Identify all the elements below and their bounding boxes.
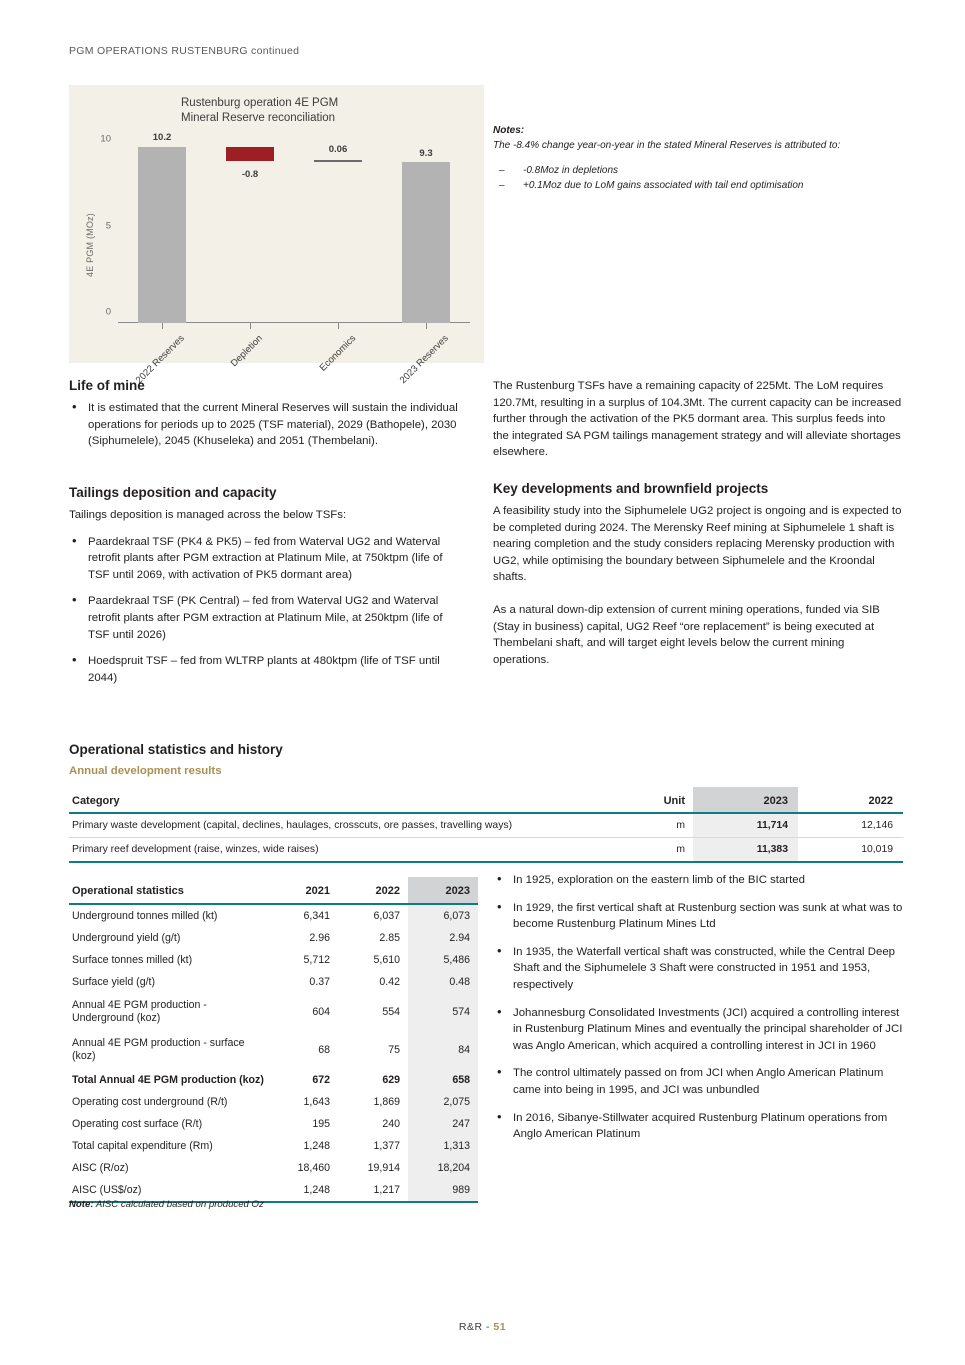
table-row <box>69 993 478 1031</box>
bar-label-depletion: -0.8 <box>241 169 259 180</box>
cell-2023: 6,073 <box>408 904 478 927</box>
notes-list-item: – -0.8Moz in depletions <box>493 163 903 178</box>
chart-plot-area <box>100 132 470 386</box>
cell-unit: m <box>633 813 693 838</box>
list-item: • In 1929, the first vertical shaft at Rustenburg section was sunk at what was to become Rustenburg Platinum Mines Ltd <box>493 900 905 933</box>
cell-2021: 5,712 <box>303 953 330 966</box>
bar-label-2022-reserves: 10.2 <box>152 132 172 143</box>
column-header-2022: 2022 <box>798 787 903 813</box>
table-row <box>69 949 478 971</box>
notes-list-item: – +0.1Moz due to LoM gains associated with tail end optimisation <box>493 178 903 193</box>
cell-category: Primary reef development (raise, winzes, wide raises) <box>69 838 633 863</box>
table-note <box>69 1199 264 1210</box>
list-item: • Johannesburg Consolidated Investments (JCI) acquired a controlling interest in Rustenburg Platinum Mines and eventually the principal shareholder of JCI was Anglo American, which acquired a controlling interest in JCI in 1960 <box>493 1005 905 1055</box>
operational-statistics-heading: Operational statistics and history <box>69 742 283 757</box>
cell-2022: 19,914 <box>367 1161 400 1174</box>
operational-statistics-table <box>69 877 478 1203</box>
page-footer <box>0 1321 965 1333</box>
bar-economics <box>314 160 362 162</box>
table-note-label: Note: <box>69 1199 94 1210</box>
table-row <box>69 838 903 863</box>
notes-heading: Notes: <box>493 125 525 136</box>
cell-2022: 12,146 <box>798 813 903 838</box>
cell-2022: 554 <box>382 1005 400 1018</box>
cell-2022: 1,217 <box>338 1179 408 1202</box>
cell-label: Surface yield (g/t) <box>72 975 156 988</box>
table-row <box>69 1069 478 1091</box>
list-item: • The control ultimately passed on from JCI when Anglo American Platinum came into being in 1995, and JCI was unbundled <box>493 1065 905 1098</box>
x-category-depletion: Depletion <box>228 333 265 370</box>
bar-label-economics: 0.06 <box>328 144 348 155</box>
table-row <box>69 1157 478 1179</box>
cell-2022: 629 <box>382 1073 400 1086</box>
cell-2021: 1,248 <box>268 1179 338 1202</box>
cell-2023: 574 <box>408 993 478 1031</box>
cell-2021: 672 <box>312 1073 330 1086</box>
cell-unit: m <box>633 838 693 863</box>
notes-intro: The -8.4% change year-on-year in the stated Mineral Reserves is attributed to: <box>493 140 841 151</box>
bar-depletion <box>226 147 274 161</box>
annual-development-results-heading: Annual development results <box>69 765 222 777</box>
tailings-heading: Tailings deposition and capacity <box>69 485 277 500</box>
cell-label: AISC (R/oz) <box>72 1161 129 1174</box>
table-row <box>69 1113 478 1135</box>
cell-2021: 0.37 <box>309 975 330 988</box>
cell-2021: 6,341 <box>303 909 330 922</box>
list-item: • In 1935, the Waterfall vertical shaft was constructed, while the Central Deep Shaft and the Siphumelele 3 Shaft were constructed in 1951 and 1953, respectively <box>493 944 905 994</box>
cell-label: Operating cost surface (R/t) <box>72 1117 203 1130</box>
chart-title <box>181 96 461 126</box>
table-row <box>69 1135 478 1157</box>
x-category-2022-reserves: 2022 Reserves <box>133 333 187 386</box>
cell-2023: 11,383 <box>693 838 798 863</box>
column-header-2022: 2022 <box>338 877 408 904</box>
cell-2021: 2.96 <box>309 931 330 944</box>
list-item: • In 1925, exploration on the eastern limb of the BIC started <box>493 872 905 889</box>
column-header-category: Category <box>69 787 633 813</box>
cell-2023: 5,486 <box>408 949 478 971</box>
running-header-text: PGM OPERATIONS RUSTENBURG continued <box>69 45 300 57</box>
table-row <box>69 904 478 927</box>
column-header-2021: 2021 <box>268 877 338 904</box>
cell-2021: 1,248 <box>303 1139 330 1152</box>
cell-2021: 18,460 <box>297 1161 330 1174</box>
footer-label: R&R - <box>458 1321 494 1333</box>
y-tick-10: 10 <box>100 133 111 145</box>
cell-label: AISC (US$/oz) <box>69 1179 268 1202</box>
chart-notes <box>493 124 903 193</box>
bar-label-2023-reserves: 9.3 <box>419 148 433 159</box>
cell-2021: 195 <box>312 1117 330 1130</box>
x-tickmark-3 <box>338 323 339 329</box>
chart-title-line2: Mineral Reserve reconciliation <box>181 112 336 124</box>
column-header-2023: 2023 <box>408 877 478 904</box>
bar-2023-reserves <box>402 162 450 323</box>
cell-2023: 2.94 <box>408 927 478 949</box>
cell-2021: 68 <box>318 1043 330 1056</box>
table-row <box>69 1091 478 1113</box>
cell-2022: 1,869 <box>373 1095 400 1108</box>
life-of-mine-section <box>69 378 459 460</box>
cell-2023: 84 <box>408 1031 478 1069</box>
life-of-mine-heading: Life of mine <box>69 378 145 393</box>
key-developments-paragraph-2: As a natural down-dip extension of current mining operations, funded via SIB (Stay in business) capital, UG2 Reef “ore replacement” is being executed at Thembelani shaft, and will target eight levels below the current mining operations. <box>493 603 880 666</box>
cell-2022: 0.42 <box>379 975 400 988</box>
list-item: • Paardekraal TSF (PK Central) – fed from Waterval UG2 and Waterval retrofit plants after PGM extraction at Platinum Mile, at 250ktpm (life of TSF until 2026) <box>69 593 459 643</box>
cell-label: Annual 4E PGM production - Underground (koz) <box>72 999 207 1024</box>
cell-2022: 75 <box>388 1043 400 1056</box>
tailings-section <box>69 485 459 696</box>
cell-2023: 18,204 <box>408 1157 478 1179</box>
tailings-intro: Tailings deposition is managed across the below TSFs: <box>69 509 347 521</box>
key-developments-heading: Key developments and brownfield projects <box>493 481 769 496</box>
cell-2023: 2,075 <box>408 1091 478 1113</box>
table-header-row <box>69 787 903 813</box>
table-row <box>69 971 478 993</box>
cell-label: Underground tonnes milled (kt) <box>72 909 218 922</box>
cell-2022: 6,037 <box>373 909 400 922</box>
cell-label: Underground yield (g/t) <box>72 931 181 944</box>
x-tickmark-1 <box>162 323 163 329</box>
table-note-text: AISC calculated based on produced Oz <box>93 1199 264 1210</box>
cell-category: Primary waste development (capital, declines, haulages, crosscuts, ore passes, travelling ways) <box>69 813 633 838</box>
list-item: • Paardekraal TSF (PK4 & PK5) – fed from Waterval UG2 and Waterval retrofit plants after PGM extraction at Platinum Mile, at 750ktpm (life of TSF until 2069, with activation of PK5 dormant area) <box>69 534 459 584</box>
key-developments-paragraph-1: A feasibility study into the Siphumelele UG2 project is ongoing and is expected to be completed during 2024. The Merensky Reef mining at Siphumelele 1 shaft is nearing completion and the study considers replacing Merensky production with UG2, while optimising the boundary between Siphumelele and the Kroondal shafts. <box>493 505 902 584</box>
x-category-economics: Economics <box>317 333 359 374</box>
tailings-bullets <box>69 534 459 687</box>
list-item: • It is estimated that the current Mineral Reserves will sustain the individual operations for periods up to 2025 (TSF material), 2029 (Bathopele), 2030 (Siphumelele), 2045 (Khuseleka) and 2051 (Thembelani). <box>69 400 459 450</box>
column-header-unit: Unit <box>633 787 693 813</box>
chart-y-axis-label: 4E PGM (MOz) <box>85 213 95 277</box>
table-row <box>69 813 903 838</box>
notes-list <box>493 163 903 193</box>
table-row <box>69 927 478 949</box>
cell-2022: 240 <box>382 1117 400 1130</box>
list-item: • Hoedspruit TSF – fed from WLTRP plants at 480ktpm (life of TSF until 2044) <box>69 653 459 686</box>
running-header <box>69 45 299 57</box>
cell-2022: 2.85 <box>379 931 400 944</box>
cell-2022: 5,610 <box>373 953 400 966</box>
history-bullets-section <box>493 872 905 1154</box>
annual-development-results-table <box>69 787 903 863</box>
cell-2023: 1,313 <box>408 1135 478 1157</box>
y-tick-5: 5 <box>105 220 111 232</box>
list-item: • In 2016, Sibanye-Stillwater acquired Rustenburg Platinum operations from Anglo American Platinum <box>493 1110 905 1143</box>
x-category-2023-reserves: 2023 Reserves <box>397 333 451 386</box>
cell-2022: 1,377 <box>373 1139 400 1152</box>
x-tickmark-2 <box>250 323 251 329</box>
bar-2022-reserves <box>138 147 186 323</box>
cell-2023: 658 <box>408 1069 478 1091</box>
cell-label: Surface tonnes milled (kt) <box>72 953 193 966</box>
cell-label: Total Annual 4E PGM production (koz) <box>72 1073 264 1086</box>
history-bullets-list <box>493 872 905 1143</box>
tsf-capacity-paragraph: The Rustenburg TSFs have a remaining capacity of 225Mt. The LoM requires 120.7Mt, resulting in a surplus of 104.3Mt. The current capacity can be increased further through the activation of the PK5 dormant area. This surplus feeds into the integrated SA PGM tailings management strategy and will alleviate shortages elsewhere. <box>493 380 902 459</box>
cell-2023: 989 <box>408 1179 478 1202</box>
cell-2023: 0.48 <box>408 971 478 993</box>
cell-2023: 247 <box>408 1113 478 1135</box>
cell-label: Annual 4E PGM production - surface (koz) <box>72 1037 245 1062</box>
chart-title-line1: Rustenburg operation 4E PGM <box>181 97 339 109</box>
cell-label: Operating cost underground (R/t) <box>72 1095 228 1108</box>
x-tickmark-4 <box>426 323 427 329</box>
cell-2021: 604 <box>312 1005 330 1018</box>
table-row <box>69 1031 478 1069</box>
column-header-2023: 2023 <box>693 787 798 813</box>
key-developments-section <box>493 481 903 680</box>
y-tick-0: 0 <box>105 306 111 318</box>
tsf-capacity-section <box>493 378 903 473</box>
cell-2023: 11,714 <box>693 813 798 838</box>
column-header-operational-statistics: Operational statistics <box>69 877 268 904</box>
cell-2021: 1,643 <box>303 1095 330 1108</box>
table-header-row <box>69 877 478 904</box>
life-of-mine-bullets <box>69 400 459 450</box>
page-number: 51 <box>493 1321 507 1333</box>
cell-label: Total capital expenditure (Rm) <box>72 1139 213 1152</box>
cell-2022: 10,019 <box>798 838 903 863</box>
